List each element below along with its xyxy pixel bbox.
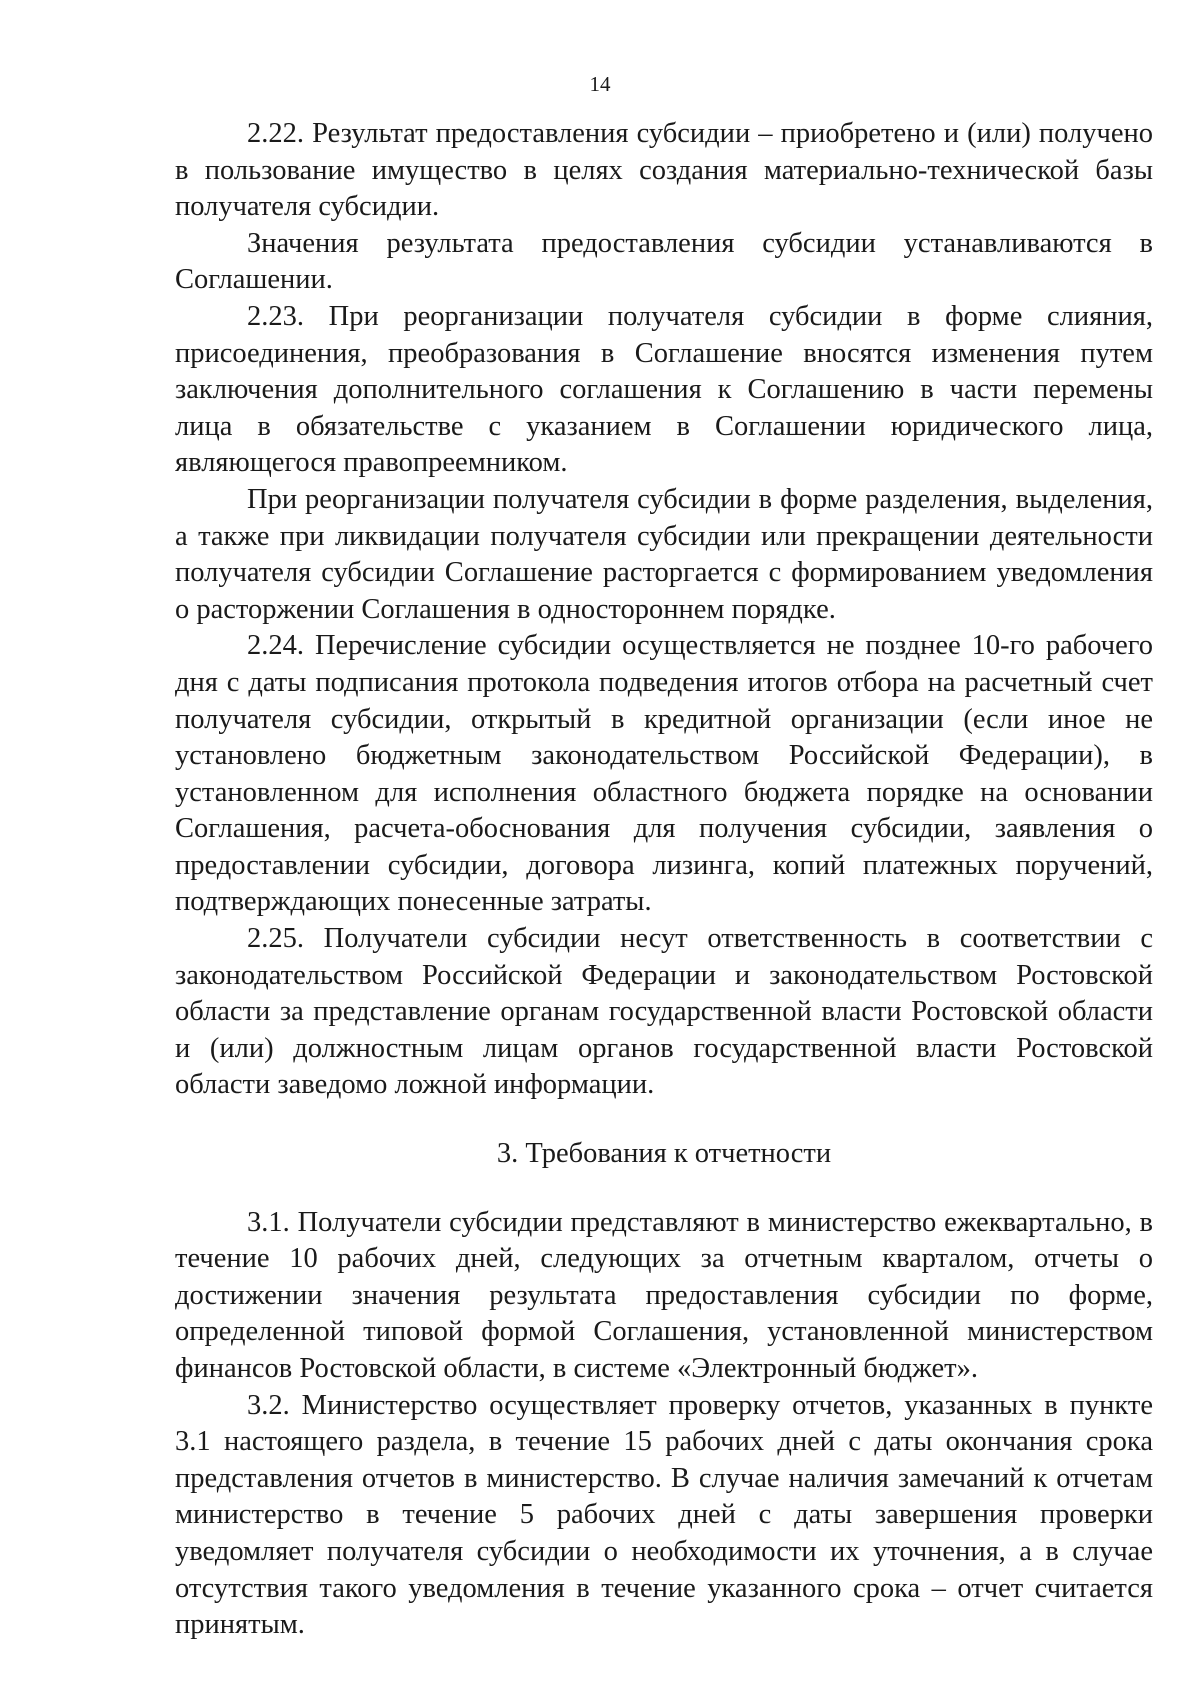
paragraph-2-23: 2.23. При реорганизации получателя субсидии в форме слияния, присоединения, преобразования в Соглашение вносятся изменения путем заключения дополнительного соглашения к Соглашению в части перемены лица в обязательстве с указанием в Соглашении юридического лица, являющегося правопреемником.	[175, 300, 1153, 479]
section-3-heading: 3. Требования к отчетности	[496, 1138, 832, 1170]
paragraph-2-25: 2.25. Получатели субсидии несут ответственность в соответствии с законодательством Российской Федерации и законодательством Ростовской области за представление органам государственной власти Ростовской области и (или) должностным лицам органов государственной власти Ростовской области заведомо ложной информации.	[175, 923, 1153, 1101]
paragraph-2-22-values: Значения результата предоставления субсидии устанавливаются в Соглашении.	[175, 227, 1153, 296]
paragraph-3-1: 3.1. Получатели субсидии представляют в министерство ежеквартально, в течение 10 рабочих дней, следующих за отчетным кварталом, отчеты о достижении значения результата предоставления субсидии по форме, определенной типовой формой Соглашения, установленной министерством финансов Ростовской области, в системе «Электронный бюджет».	[175, 1206, 1153, 1384]
paragraph-2-22: 2.22. Результат предоставления субсидии – приобретено и (или) получено в пользование имущество в целях создания материально-технической базы получателя субсидии.	[175, 118, 1153, 223]
document-body	[175, 116, 1153, 1644]
paragraph-2-23-reorganization: При реорганизации получателя субсидии в форме разделения, выделения, а также при ликвидации получателя субсидии или прекращении деятельности получателя субсидии Соглашение расторгается с формированием уведомления о расторжении Соглашения в одностороннем порядке.	[175, 483, 1153, 625]
paragraph-2-24: 2.24. Перечисление субсидии осуществляется не позднее 10-го рабочего дня с даты подписания протокола подведения итогов отбора на расчетный счет получателя субсидии, открытый в кредитной организации (если иное не установлено бюджетным законодательством Российской Федерации), в установленном для исполнения областного бюджета порядке на основании Соглашения, расчета-обоснования для получения субсидии, заявления о предоставлении субсидии, договора лизинга, копий платежных поручений, подтверждающих понесенные затраты.	[175, 630, 1153, 918]
page-number: 14	[589, 72, 611, 96]
paragraph-3-2: 3.2. Министерство осуществляет проверку отчетов, указанных в пункте 3.1 настоящего раздела, в течение 15 рабочих дней с даты окончания срока представления отчетов в министерство. В случае наличия замечаний к отчетам министерство в течение 5 рабочих дней с даты завершения проверки уведомляет получателя субсидии о необходимости их уточнения, а в случае отсутствия такого уведомления в течение указанного срока – отчет считается принятым.	[175, 1389, 1153, 1641]
